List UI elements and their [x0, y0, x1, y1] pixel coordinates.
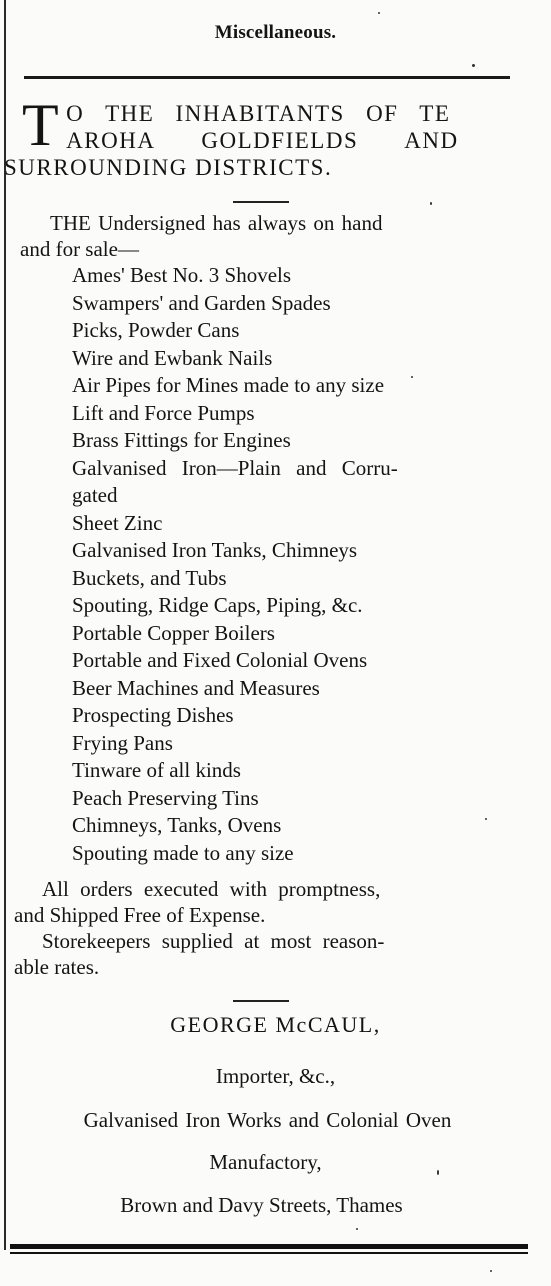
print-speck: [411, 376, 413, 378]
closing-line-3: Storekeepers supplied at most reason-: [42, 929, 385, 953]
advertiser-works: Galvanised Iron Works and Colonial Oven: [83, 1108, 452, 1132]
short-divider: [233, 1000, 289, 1002]
print-speck: [356, 1228, 358, 1230]
bottom-divider-thick: [10, 1244, 528, 1249]
list-item: Galvanised Iron Tanks, Chimneys: [72, 538, 358, 562]
headline-line-3: SURROUNDING DISTRICTS.: [4, 155, 333, 180]
list-item: Spouting made to any size: [72, 840, 294, 865]
headline-line-1: O THE INHABITANTS OF TE: [66, 101, 451, 126]
print-speck: [472, 64, 475, 67]
heading-divider: [24, 76, 510, 79]
list-item: Frying Pans: [72, 730, 173, 755]
advert-headline: [4, 92, 522, 181]
intro-line-1: THE Undersigned has always on hand: [50, 211, 383, 235]
list-item: Spouting, Ridge Caps, Piping, &c.: [72, 593, 363, 617]
headline-line-2: AROHA GOLDFIELDS AND: [66, 128, 459, 153]
short-divider: [233, 201, 289, 203]
list-item: Ames' Best No. 3 Shovels: [72, 263, 292, 287]
advertiser-address: Brown and Davy Streets, Thames: [120, 1193, 403, 1217]
list-item: Picks, Powder Cans: [72, 318, 240, 342]
list-item: Lift and Force Pumps: [72, 400, 255, 425]
column-border: [4, 0, 6, 1250]
list-item-continuation: Buckets, and Tubs: [72, 565, 227, 590]
section-heading: Miscellaneous.: [214, 22, 337, 43]
list-item: Peach Preserving Tins: [72, 785, 259, 810]
list-item: Wire and Ewbank Nails: [72, 345, 273, 370]
print-speck: [485, 818, 487, 820]
advertiser-role: Importer, &c.,: [215, 1064, 336, 1088]
goods-list: [72, 262, 398, 867]
list-item-continuation: gated: [72, 483, 118, 507]
list-item: Chimneys, Tanks, Ovens: [72, 813, 282, 837]
print-speck: [378, 12, 380, 14]
list-item: Galvanised Iron—Plain and Corru-: [72, 455, 398, 480]
drop-cap: T: [22, 92, 61, 158]
print-speck: [437, 1170, 439, 1175]
list-item: Swampers' and Garden Spades: [72, 290, 331, 315]
list-item: Beer Machines and Measures: [72, 675, 320, 700]
advertiser-manufactory: Manufactory,: [209, 1150, 322, 1174]
print-speck: [490, 1270, 492, 1272]
list-item: Portable Copper Boilers: [72, 620, 275, 645]
closing-line-2: and Shipped Free of Expense.: [14, 903, 266, 927]
bottom-divider-thin: [10, 1252, 528, 1254]
list-item: Portable and Fixed Colonial Ovens: [72, 648, 368, 672]
closing-line-4: able rates.: [14, 955, 100, 979]
closing-line-1: All orders executed with promptness,: [42, 877, 381, 901]
closing-paragraph: [14, 876, 384, 980]
list-item: Sheet Zinc: [72, 510, 163, 535]
advertiser-name: GEORGE McCAUL,: [170, 1012, 381, 1037]
list-item: Air Pipes for Mines made to any size: [72, 373, 385, 397]
list-item: Brass Fittings for Engines: [72, 428, 291, 452]
list-item: Prospecting Dishes: [72, 703, 234, 727]
list-item: Tinware of all kinds: [72, 758, 241, 782]
print-speck: [430, 202, 432, 205]
intro-line-2: and for sale—: [20, 237, 139, 261]
